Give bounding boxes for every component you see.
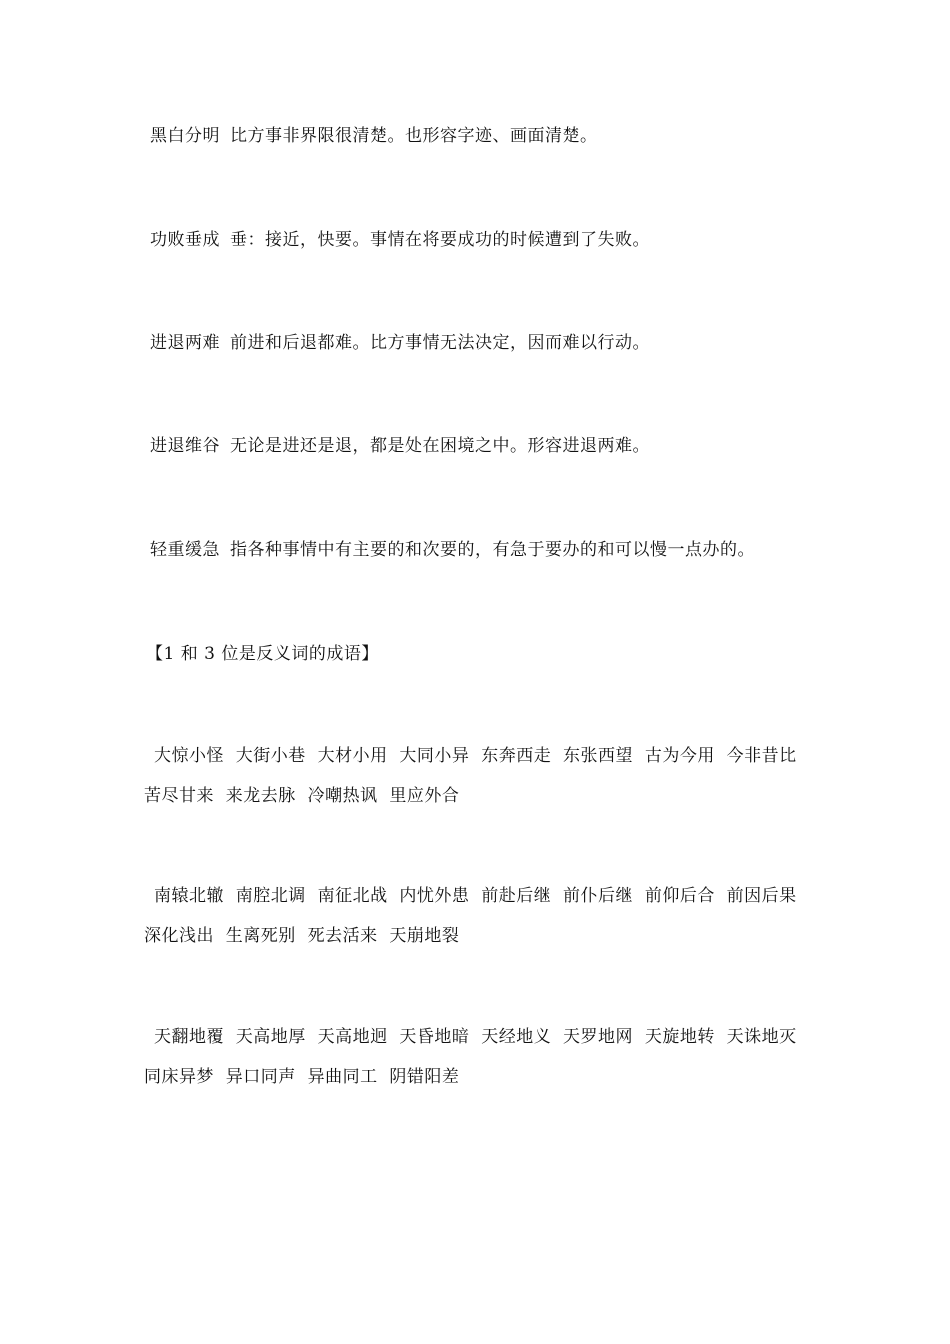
- section-heading: 【1 和 3 位是反义词的成语】: [146, 644, 379, 664]
- entry-term: 进退两难: [150, 333, 220, 353]
- idiom-group: 天翻地覆 天高地厚 天高地迥 天昏地暗 天经地义 天罗地网 天旋地转 天诛地灭 同床异梦 异口同声 异曲同工 阴错阳差: [144, 1027, 809, 1087]
- entry-definition: 垂：接近，快要。事情在将要成功的时候遭到了失败。: [230, 230, 650, 250]
- idiom-group: 大惊小怪 大街小巷 大材小用 大同小异 东奔西走 东张西望 古为今用 今非昔比 苦尽甘来 来龙去脉 冷嘲热讽 里应外合: [144, 746, 809, 806]
- entry-row: [150, 228, 650, 252]
- entry-definition: 前进和后退都难。比方事情无法决定，因而难以行动。: [230, 333, 650, 353]
- entry-row: [150, 331, 650, 355]
- entry-definition: 无论是进还是退，都是处在困境之中。形容进退两难。: [230, 436, 650, 456]
- entry-term: 黑白分明: [150, 126, 220, 146]
- entry-row: [150, 538, 755, 562]
- entry-definition: 指各种事情中有主要的和次要的，有急于要办的和可以慢一点办的。: [230, 540, 755, 560]
- entry-row: [150, 434, 650, 458]
- idiom-group: 南辕北辙 南腔北调 南征北战 内忧外患 前赴后继 前仆后继 前仰后合 前因后果 深化浅出 生离死别 死去活来 天崩地裂: [144, 886, 809, 946]
- entry-row: [150, 124, 598, 148]
- entry-term: 轻重缓急: [150, 540, 220, 560]
- entry-term: 功败垂成: [150, 230, 220, 250]
- entry-definition: 比方事非界限很清楚。也形容字迹、画面清楚。: [230, 126, 598, 146]
- entry-term: 进退维谷: [150, 436, 220, 456]
